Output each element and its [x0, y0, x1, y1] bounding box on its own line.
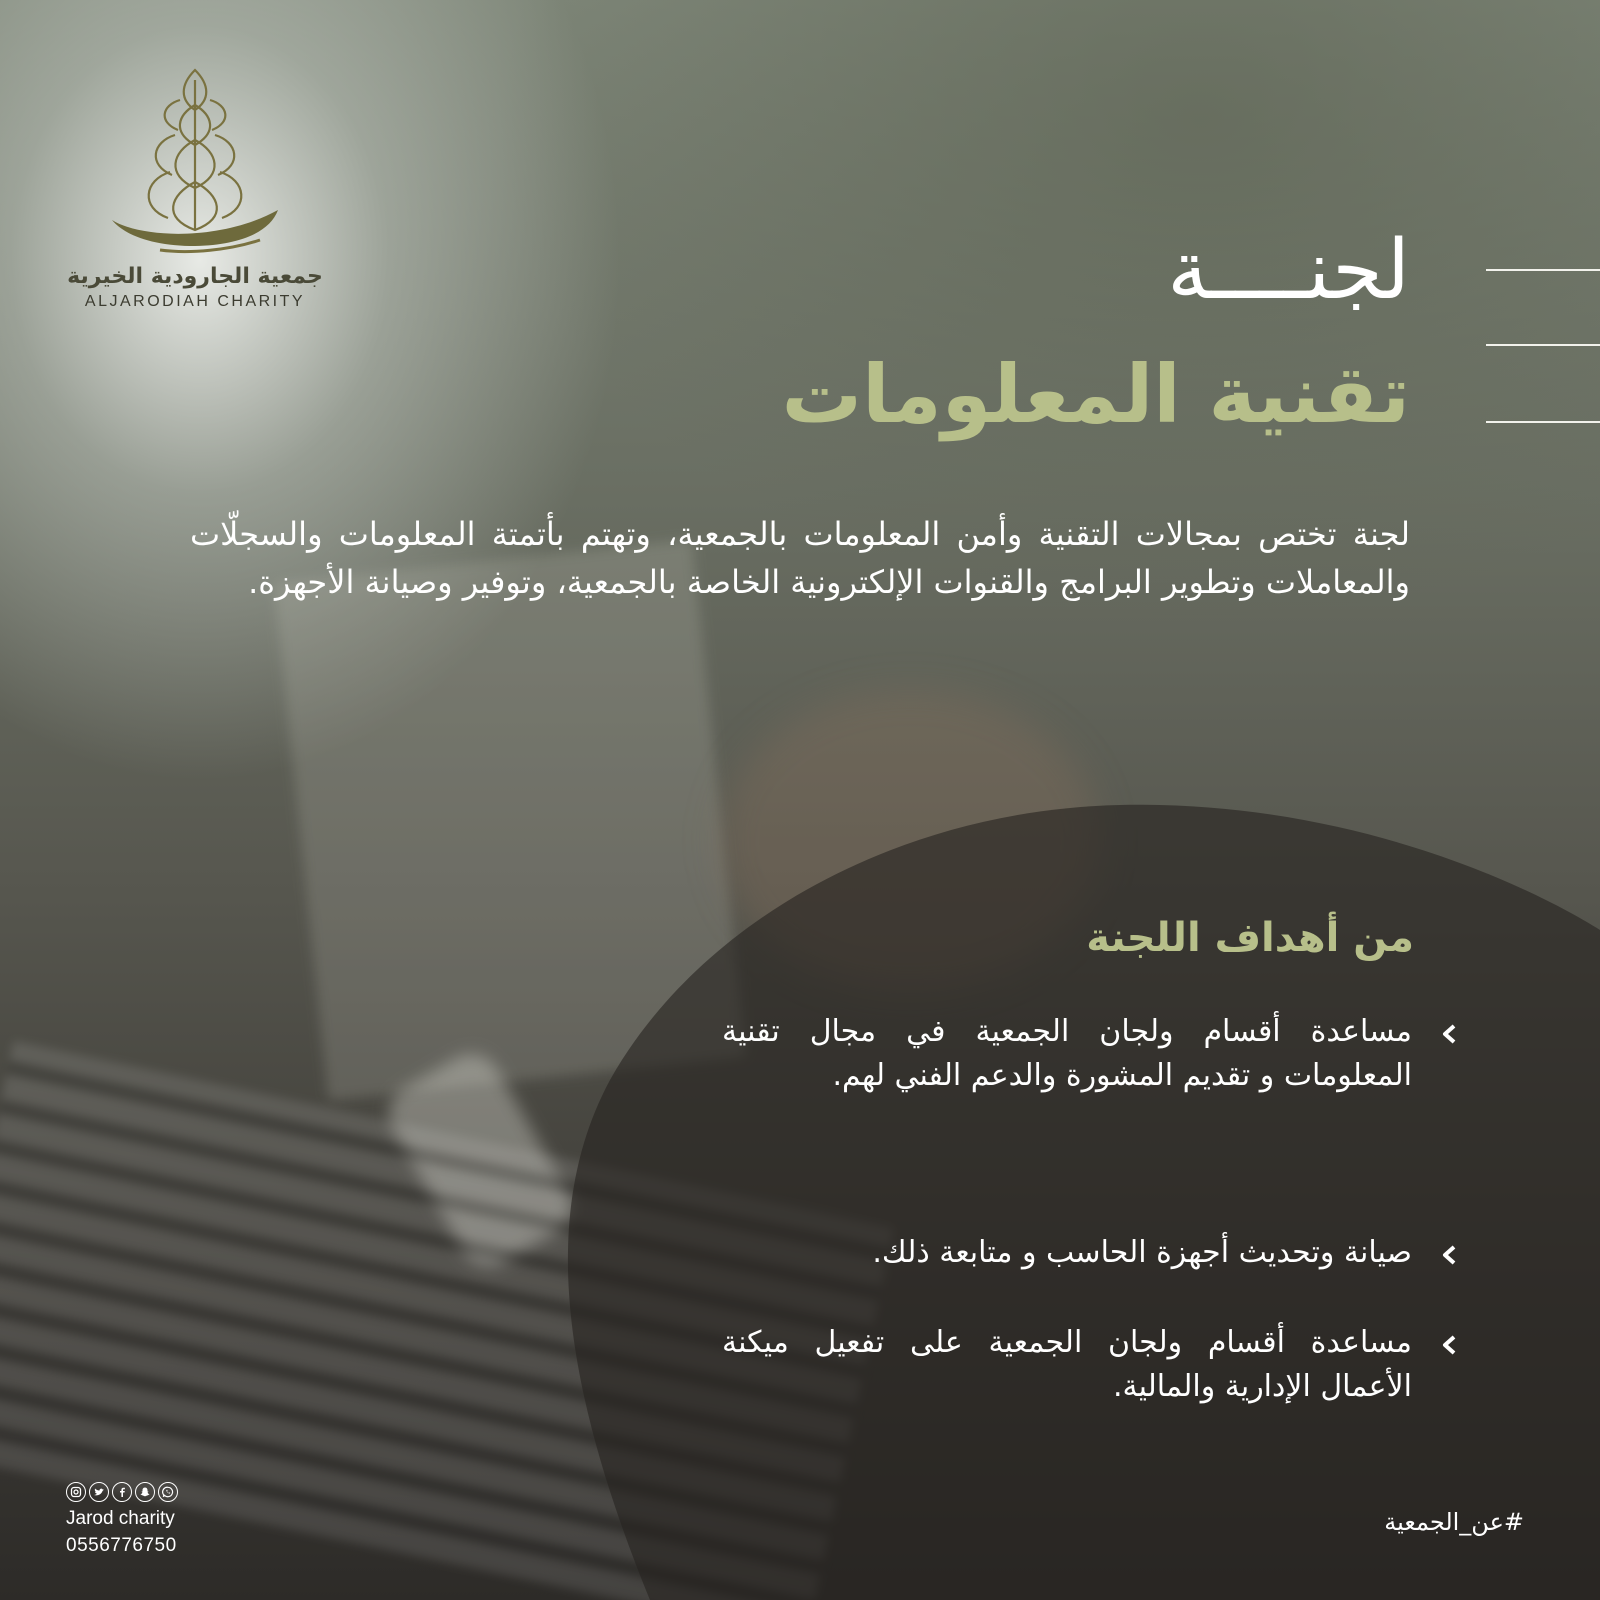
title-committee-name: تقنية المعلومات [781, 348, 1410, 441]
logo-name-arabic: جمعية الجارودية الخيرية [67, 264, 323, 289]
wheat-boat-logo-icon [100, 60, 290, 260]
decorative-line [1486, 421, 1600, 423]
chevron-left-icon [1438, 1243, 1462, 1267]
snapchat-icon[interactable] [135, 1482, 155, 1502]
instagram-icon[interactable] [66, 1482, 86, 1502]
decorative-line [1486, 344, 1600, 346]
facebook-icon[interactable] [112, 1482, 132, 1502]
chevron-left-icon [1438, 1333, 1462, 1357]
logo-name-english: ALJARODIAH CHARITY [84, 293, 306, 310]
account-name: Jarod charity [66, 1508, 175, 1529]
charity-logo [60, 60, 330, 330]
whatsapp-icon[interactable] [158, 1482, 178, 1502]
hashtag[interactable]: #عن_الجمعية [1384, 1508, 1524, 1536]
goals-heading: من أهداف اللجنة [1086, 915, 1414, 961]
intro-paragraph: لجنة تختص بمجالات التقنية وأمن المعلومات بالجمعية، وتهتم بأتمتة المعلومات والسجلّات والمعاملات وتطوير البرامج والقنوات الإلكترونية الخاصة بالجمعية، وتوفير وصيانة الأجهزة. [190, 515, 1410, 601]
title-committee: لجنــــة [1167, 223, 1410, 318]
twitter-icon[interactable] [89, 1482, 109, 1502]
decorative-line [1486, 269, 1600, 271]
goal-item: صيانة وتحديث أجهزة الحاسب و متابعة ذلك. [872, 1235, 1412, 1270]
goal-item: مساعدة أقسام ولجان الجمعية على تفعيل ميكنة الأعمال الإدارية والمالية. [722, 1325, 1412, 1404]
phone-number: 0556776750 [66, 1535, 177, 1556]
chevron-left-icon [1438, 1022, 1462, 1046]
social-icons [66, 1482, 178, 1502]
goal-item: مساعدة أقسام ولجان الجمعية في مجال تقنية المعلومات و تقديم المشورة والدعم الفني لهم. [722, 1014, 1412, 1093]
